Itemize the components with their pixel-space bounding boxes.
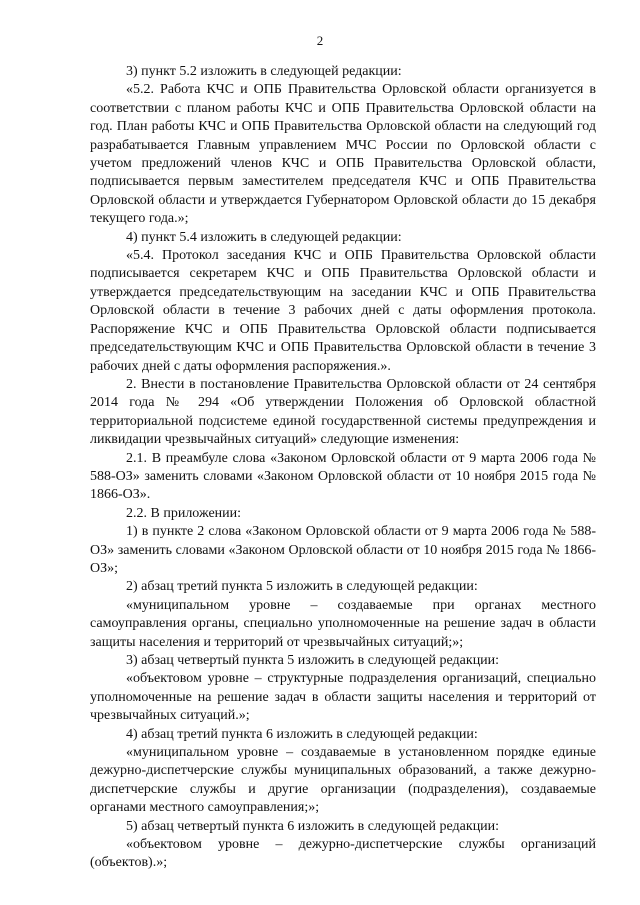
paragraph: 4) абзац третий пункта 6 изложить в следующей редакции: bbox=[126, 726, 478, 742]
paragraph: «объектовом уровне – дежурно-диспетчерские службы организаций (объектов).»; bbox=[90, 837, 596, 871]
paragraph: «объектовом уровне – структурные подразделения организаций, специально уполномоченные на решение задач в области защиты населения и территорий от чрезвычайных ситуаций.»; bbox=[90, 671, 596, 724]
paragraph: 3) абзац четвертый пункта 5 изложить в следующей редакции: bbox=[126, 653, 500, 668]
paragraph: «муниципальном уровне – создаваемые в установленном порядке единые дежурно-диспетчерские службы муниципальных образований, а также дежурно-диспетчерские службы и другие организации (подразделения), создаваемые органами местного самоуправления;»; bbox=[90, 745, 596, 816]
paragraph: 4) пункт 5.4 изложить в следующей редакции: bbox=[126, 229, 402, 245]
paragraph: 2. Внести в постановление Правительства Орловской области от 24 сентября 2014 года № 294 «Об утверждении Положения об Орловской областной территориальной подсистеме единой государственной системы предупреждения и ликвидации чрезвычайных ситуаций» следующие изменения: bbox=[90, 376, 596, 448]
paragraph: 2) абзац третий пункта 5 изложить в следующей редакции: bbox=[126, 579, 478, 595]
paragraph: 2.1. В преамбуле слова «Законом Орловской области от 9 марта 2006 года № 588-ОЗ» заменить словами «Законом Орловской области от 10 ноября 2015 года № 1866-ОЗ». bbox=[90, 450, 596, 503]
page-number: 2 bbox=[316, 33, 324, 48]
paragraph: 5) абзац четвертый пункта 6 изложить в следующей редакции: bbox=[126, 818, 500, 834]
paragraph: 2.2. В приложении: bbox=[126, 505, 242, 521]
paragraph: 1) в пункте 2 слова «Законом Орловской области от 9 марта 2006 года № 588-ОЗ» заменить словами «Законом Орловской области от 10 ноября 2015 года № 1866-ОЗ»; bbox=[90, 524, 596, 576]
document-body bbox=[90, 63, 596, 873]
paragraph: «5.4. Протокол заседания КЧС и ОПБ Правительства Орловской области подписывается секретарем КЧС и ОПБ Правительства Орловской области и утверждается председательствующим на заседании КЧС и ОПБ Правительства Орловской области в течение 3 рабочих дней с даты оформления протокола. Распоряжение КЧС и ОПБ Правительства Орловской области подписывается председательствующим КЧС и ОПБ Правительства Орловской области в течение 3 рабочих дней с даты оформления распоряжения.». bbox=[90, 248, 596, 374]
paragraph: 3) пункт 5.2 изложить в следующей редакции: bbox=[126, 64, 402, 79]
paragraph: «муниципальном уровне – создаваемые при органах местного самоуправления органы, специально уполномоченные на решение задач в области защиты населения и территорий от чрезвычайных ситуаций;»; bbox=[90, 597, 596, 650]
paragraph: «5.2. Работа КЧС и ОПБ Правительства Орловской области организуется в соответствии с планом работы КЧС и ОПБ Правительства Орловской области на год. План работы КЧС и ОПБ Правительства Орловской области на следующий год разрабатывается Главным управлением МЧС России по Орловской области с учетом предложений членов КЧС и ОПБ Правительства Орловской области, подписывается первым заместителем председателя КЧС и ОПБ Правительства Орловской области и утверждается Губернатором Орловской области до 15 декабря текущего года.»; bbox=[90, 82, 596, 227]
